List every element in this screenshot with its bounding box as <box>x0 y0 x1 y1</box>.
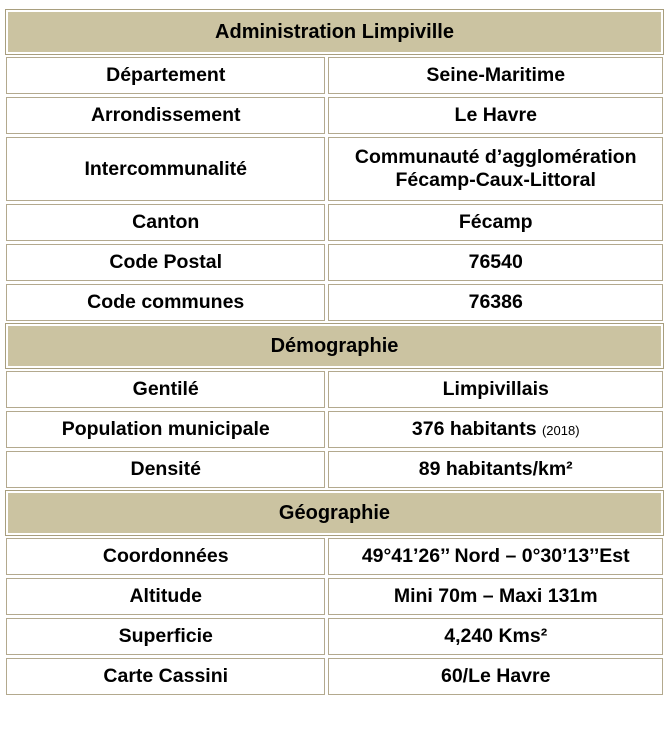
table-row <box>6 97 663 134</box>
section-title-geographie: Géographie <box>6 491 663 535</box>
row-label: Département <box>6 57 325 94</box>
row-value: 4,240 Kms² <box>328 618 663 655</box>
table-row <box>6 137 663 201</box>
row-value: 49°41’26’’ Nord – 0°30’13’’Est <box>328 538 663 575</box>
row-value: Fécamp <box>328 204 663 241</box>
row-label: Intercommunalité <box>6 137 325 201</box>
section-header-row <box>6 491 663 535</box>
row-value: Seine-Maritime <box>328 57 663 94</box>
row-value-line: Communauté d’agglomération <box>354 146 637 168</box>
section-header-row <box>6 10 663 54</box>
section-title-demographie: Démographie <box>6 324 663 368</box>
section-title-administration: Administration Limpiville <box>6 10 663 54</box>
table-row <box>6 411 663 448</box>
row-value: 60/Le Havre <box>328 658 663 695</box>
row-value: 89 habitants/km² <box>328 451 663 488</box>
table-row <box>6 451 663 488</box>
row-label: Superficie <box>6 618 325 655</box>
row-label: Code communes <box>6 284 325 321</box>
row-label: Code Postal <box>6 244 325 281</box>
section-header-row <box>6 324 663 368</box>
row-label: Coordonnées <box>6 538 325 575</box>
table-row <box>6 658 663 695</box>
row-value <box>328 411 663 448</box>
row-value-text: 376 habitants <box>411 417 537 440</box>
row-label: Arrondissement <box>6 97 325 134</box>
table-row <box>6 204 663 241</box>
row-label: Population municipale <box>6 411 325 448</box>
row-value <box>328 137 663 201</box>
row-label: Densité <box>6 451 325 488</box>
row-value: 76386 <box>328 284 663 321</box>
row-label: Canton <box>6 204 325 241</box>
commune-info-table <box>3 7 666 698</box>
row-label: Carte Cassini <box>6 658 325 695</box>
row-label: Gentilé <box>6 371 325 408</box>
table-row <box>6 57 663 94</box>
row-value-line: Fécamp-Caux-Littoral <box>395 169 596 191</box>
table-row <box>6 538 663 575</box>
table-row <box>6 618 663 655</box>
row-value: Limpivillais <box>328 371 663 408</box>
row-value: Mini 70m – Maxi 131m <box>328 578 663 615</box>
table-row <box>6 244 663 281</box>
table-row <box>6 578 663 615</box>
table-row <box>6 371 663 408</box>
row-value: 76540 <box>328 244 663 281</box>
row-label: Altitude <box>6 578 325 615</box>
row-value-note: (2018) <box>541 422 580 438</box>
table-row <box>6 284 663 321</box>
row-value: Le Havre <box>328 97 663 134</box>
